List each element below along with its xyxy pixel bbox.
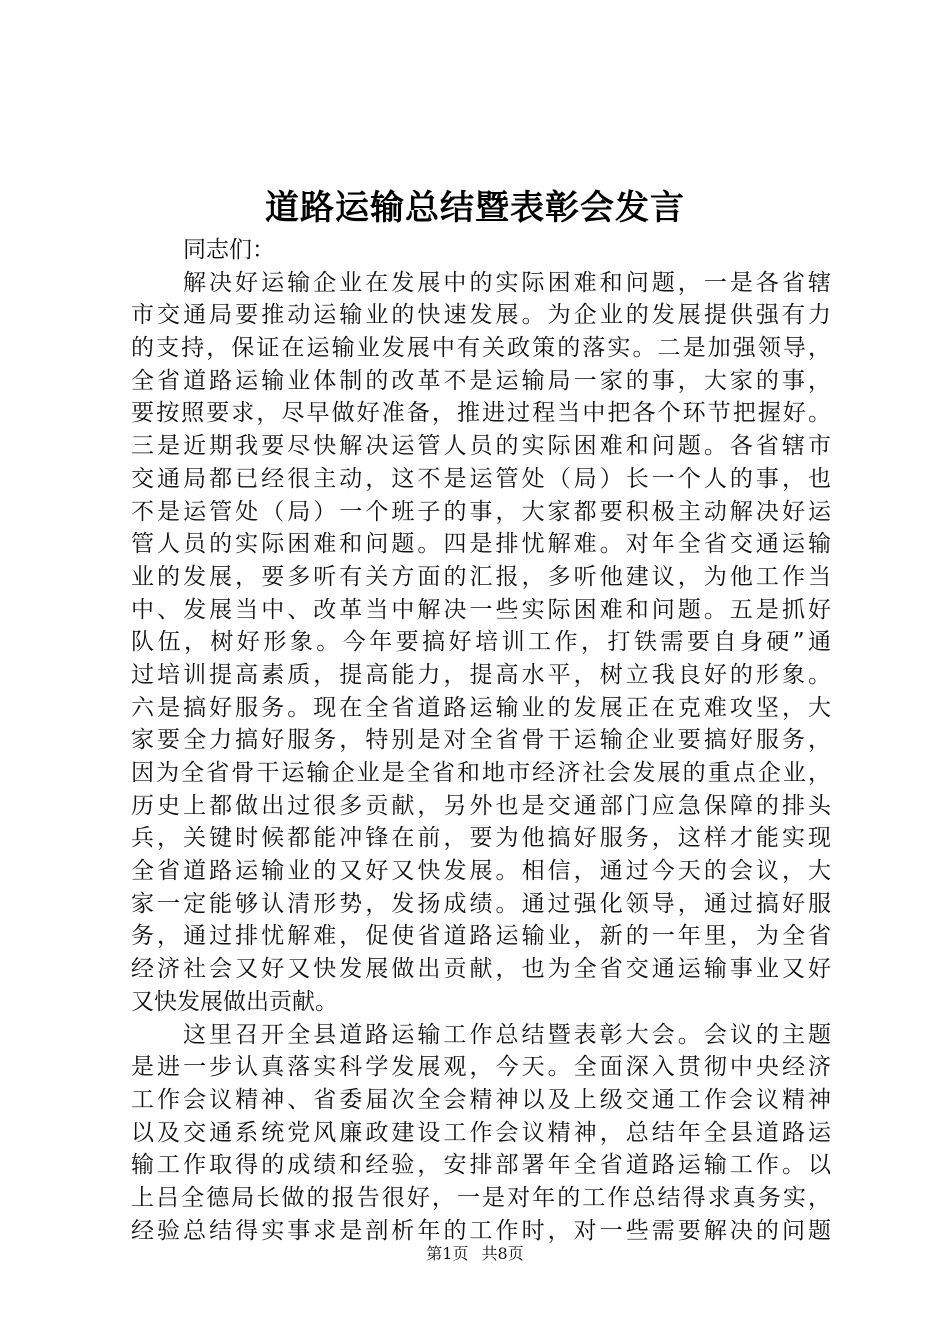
text-line: 上吕全德局长做的报告很好，一是对年的工作总结得求真务实， (131, 1184, 831, 1211)
text-line: 中、发展当中、改革当中解决一些实际困难和问题。五是抓好 (131, 596, 831, 623)
text-line: 六是搞好服务。现在全省道路运输业的发展正在克难攻坚，大 (131, 694, 831, 721)
text-line: 家要全力搞好服务，特别是对全省骨干运输企业要搞好服务， (131, 727, 831, 754)
text-line: 历史上都做出过很多贡献，另外也是交通部门应急保障的排头 (131, 792, 831, 819)
text-line: 全省道路运输业的又好又快发展。相信，通过今天的会议，大 (131, 858, 831, 885)
text-line: 这里召开全县道路运输工作总结暨表彰大会。会议的主题 (183, 1021, 831, 1048)
text-line: 同志们： (183, 237, 275, 263)
document-body (131, 234, 831, 1247)
text-line: 家一定能够认清形势，发扬成绩。通过强化领导，通过搞好服 (131, 890, 831, 917)
text-line: 要按照要求，尽早做好准备，推进过程当中把各个环节把握好。 (131, 400, 831, 427)
text-line: 因为全省骨干运输企业是全省和地市经济社会发展的重点企业， (131, 760, 831, 786)
text-line: 不是运管处（局）一个班子的事，大家都要积极主动解决好运 (131, 498, 831, 525)
text-line: 兵，关键时候都能冲锋在前，要为他搞好服务，这样才能实现 (131, 825, 831, 852)
text-line: 三是近期我要尽快解决运管人员的实际困难和问题。各省辖市 (131, 433, 831, 460)
text-line: 输工作取得的成绩和经验，安排部署年全省道路运输工作。以 (131, 1152, 831, 1179)
text-line: 市交通局要推动运输业的快速发展。为企业的发展提供强有力 (131, 302, 831, 329)
text-line: 务，通过排忧解难，促使省道路运输业，新的一年里，为全省 (131, 923, 831, 950)
text-line: 工作会议精神、省委届次全会精神以及上级交通工作会议精神 (131, 1086, 831, 1113)
text-line: 交通局都已经很主动，这不是运管处（局）长一个人的事，也 (131, 465, 831, 492)
text-line: 的支持，保证在运输业发展中有关政策的落实。二是加强领导， (131, 335, 831, 362)
text-line: 管人员的实际困难和问题。四是排忧解难。对年全省交通运输 (131, 531, 831, 558)
text-line: 以及交通系统党风廉政建设工作会议精神，总结年全县道路运 (131, 1119, 831, 1146)
text-line: 全省道路运输业体制的改革不是运输局一家的事，大家的事， (131, 367, 831, 394)
document-title: 道路运输总结暨表彰会发言 (265, 188, 685, 228)
text-line: 业的发展，要多听有关方面的汇报，多听他建议，为他工作当 (131, 563, 831, 590)
page-number-total: 共8页 (481, 1244, 524, 1263)
text-line: 经验总结得实事求是剖析年的工作时，对一些需要解决的问题 (131, 1217, 831, 1244)
text-line: 经济社会又好又快发展做出贡献，也为全省交通运输事业又好 (131, 956, 831, 983)
text-line: 队伍，树好形象。今年要搞好培训工作，打铁需要自身硬”通 (131, 629, 831, 656)
text-line: 过培训提高素质，提高能力，提高水平，树立我良好的形象。 (131, 661, 831, 688)
text-line: 解决好运输企业在发展中的实际困难和问题，一是各省辖 (183, 269, 831, 296)
text-line: 又快发展做出贡献。 (131, 988, 338, 1015)
page-number-current: 第1页 (426, 1244, 469, 1263)
text-line: 是进一步认真落实科学发展观，今天。全面深入贯彻中央经济 (131, 1054, 831, 1081)
page-footer (0, 1242, 950, 1266)
